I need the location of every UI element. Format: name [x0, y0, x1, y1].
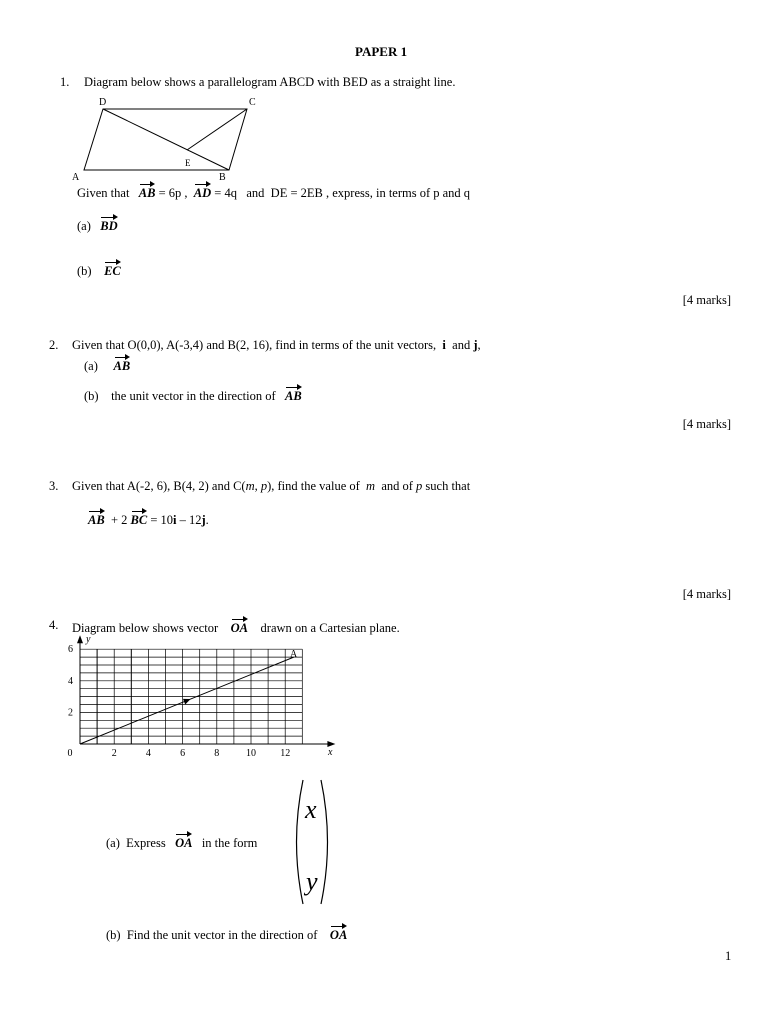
q3-marks: [4 marks] — [682, 587, 731, 601]
x-tick-label: 10 — [246, 748, 256, 759]
q4-vector-oa: OA — [231, 618, 248, 636]
q1-vector-ec: EC — [104, 261, 121, 279]
matrix-right-bracket — [321, 780, 328, 904]
q3-var-m: m — [245, 479, 255, 493]
q1-vector-ab: AB — [139, 183, 156, 201]
q2-and: and — [452, 338, 471, 352]
q1-and: and — [246, 186, 265, 200]
y-tick-label: 6 — [68, 644, 73, 656]
q4-part-b — [106, 925, 347, 943]
x-axis-label: x — [328, 747, 333, 758]
q4-part-a-label: (a) — [106, 836, 120, 850]
q1-marks: [4 marks] — [682, 293, 731, 307]
q3-var-m2: m — [366, 479, 376, 493]
q2-text: Given that O(0,0), A(-3,4) and B(2, 16), find in terms of the unit vectors, — [72, 338, 437, 352]
q3-text-mid: ), find the value of — [267, 479, 360, 493]
y-tick-label: 2 — [68, 707, 73, 719]
q1-vector-ad: AD — [194, 183, 211, 201]
q1-part-a-label: (a) — [77, 219, 91, 233]
matrix-bottom-entry: y — [306, 867, 318, 896]
q4-number: 4. — [49, 618, 59, 632]
q4-text-pre: Diagram below shows vector — [72, 621, 219, 635]
x-tick-label: 6 — [180, 748, 186, 759]
x-tick-label: 12 — [280, 748, 291, 759]
q3-text-and: and of — [381, 479, 413, 493]
q3-eq-dot: . — [205, 513, 209, 527]
q2-comma: , — [477, 338, 481, 352]
q1-given-prefix: Given that — [77, 186, 130, 200]
q2-part-a-label: (a) — [84, 359, 98, 373]
q3-eq-rhs-pre: = 10 — [150, 513, 173, 527]
q4-part-a-vector-oa: OA — [175, 833, 192, 851]
q3-eq-plus: + 2 — [110, 513, 128, 527]
q1-vector-bd: BD — [100, 216, 117, 234]
x-tick-label: 8 — [214, 748, 220, 759]
q1-de-text: DE = 2EB , express, in terms of p and q — [270, 186, 471, 200]
y-axis-label: y — [86, 634, 91, 645]
q3-vector-bc: BC — [131, 510, 148, 528]
label-a: A — [72, 172, 80, 183]
q3-var-p2: p — [416, 479, 423, 493]
q4-part-b-vector-oa: OA — [330, 925, 347, 943]
q2-part-b-label: (b) — [84, 389, 99, 403]
q3-eq-i: i — [173, 513, 177, 527]
q2-part-b-vector-ab: AB — [285, 386, 302, 404]
q2-part-b-text: the unit vector in the direction of — [111, 389, 276, 403]
q4-part-b-label: (b) — [106, 928, 121, 942]
q3-eq-mid: – 12 — [176, 513, 202, 527]
q1-number: 1. — [60, 75, 70, 89]
q1-text: Diagram below shows a parallelogram ABCD with BED as a straight line. — [84, 75, 456, 89]
label-b: B — [219, 172, 226, 183]
q3-coord-comma: , — [254, 479, 261, 493]
q4-part-a-text: Express — [126, 836, 166, 850]
x-tick-label: 0 — [67, 748, 73, 759]
point-a-label: A — [290, 649, 298, 660]
q4-part-b-text: Find the unit vector in the direction of — [126, 928, 318, 942]
y-tick-label: 4 — [68, 675, 73, 687]
q3-number: 3. — [49, 479, 59, 493]
q4-text-post: drawn on a Cartesian plane. — [260, 621, 400, 635]
q3-text-pre: Given that A(-2, 6), B(4, 2) and C( — [72, 479, 246, 493]
matrix-left-bracket — [297, 780, 304, 904]
paper-title: PAPER 1 — [355, 44, 408, 59]
q1-eq-ab: = 6p , — [158, 186, 188, 200]
x-tick-label: 4 — [145, 748, 151, 759]
q4-part-a-post: in the form — [201, 836, 258, 850]
q3-vector-ab: AB — [88, 510, 105, 528]
q2-unit-j: j — [473, 338, 478, 352]
x-tick-label: 2 — [111, 748, 117, 759]
q3-text-end: such that — [425, 479, 471, 493]
page-number: 1 — [725, 949, 732, 963]
matrix-top-entry: x — [305, 795, 317, 824]
q2-vector-ab: AB — [114, 356, 131, 374]
q2-number: 2. — [49, 338, 59, 352]
q2-unit-i: i — [442, 338, 446, 352]
label-d: D — [99, 97, 107, 108]
label-c: C — [249, 97, 256, 108]
label-e: E — [185, 158, 191, 168]
q1-part-b-label: (b) — [77, 264, 92, 278]
q1-eq-ad: = 4q — [214, 186, 237, 200]
q3-eq-j: j — [201, 513, 206, 527]
q3-var-p: p — [260, 479, 268, 493]
q2-marks: [4 marks] — [682, 417, 731, 431]
